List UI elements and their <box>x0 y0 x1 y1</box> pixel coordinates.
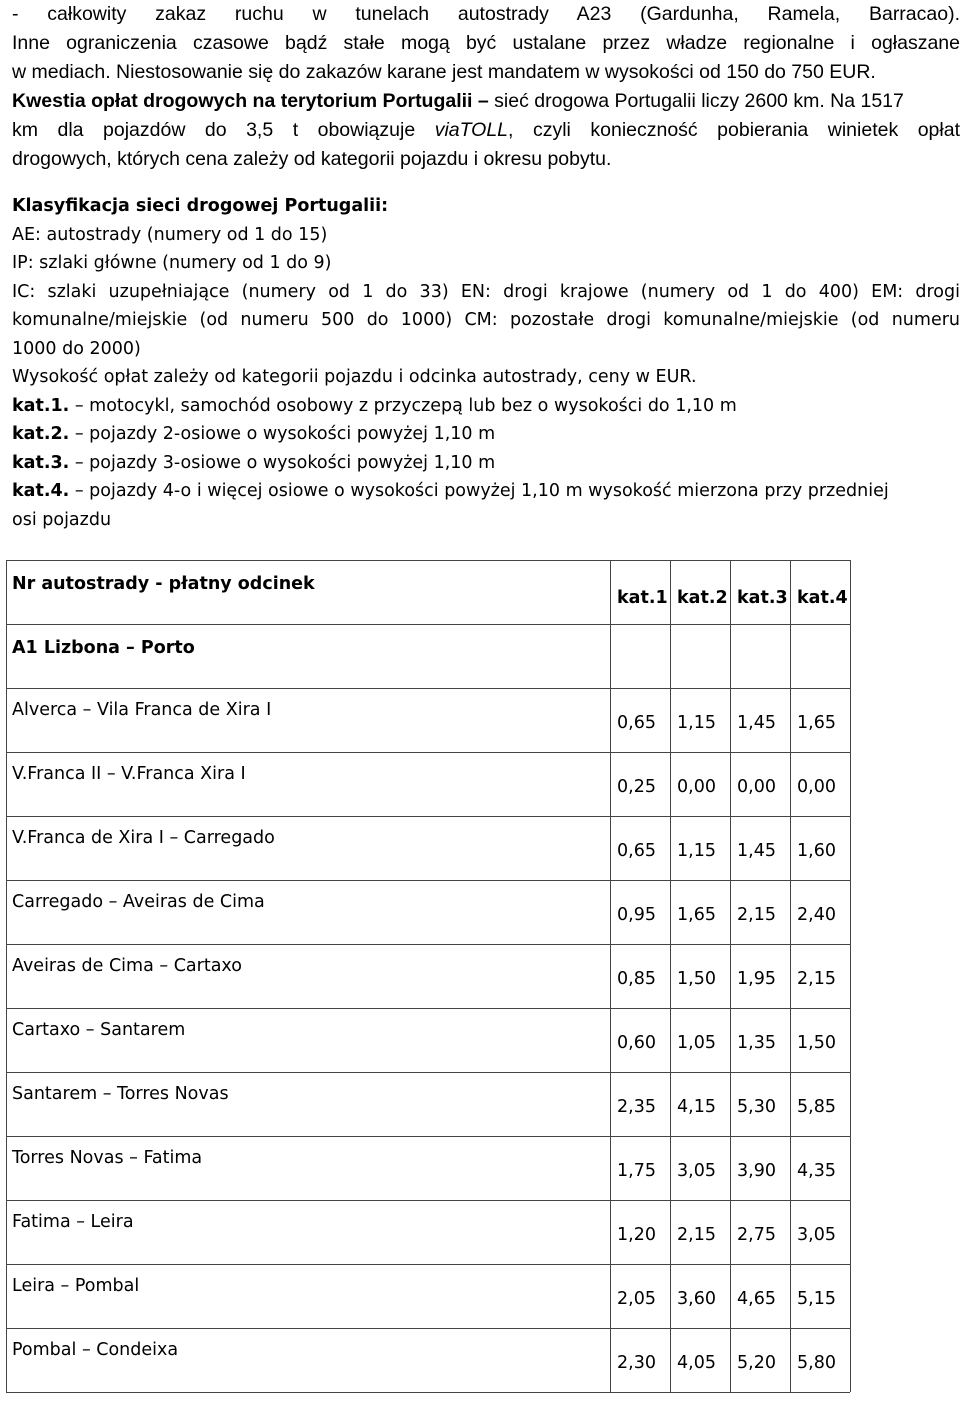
table-cell-value: 0,00 <box>797 777 836 797</box>
table-cell-value: 4,65 <box>737 1289 776 1309</box>
table-section-title: A1 Lizbona – Porto <box>12 638 195 658</box>
toll-text-a: km dla pojazdów do 3,5 t obowiązuje <box>12 119 435 141</box>
intro-line-3: w mediach. Niestosowanie się do zakazów karane jest mandatem w wysokości od 150 do 750 EUR. <box>12 61 876 83</box>
table-col-rule <box>850 560 851 1392</box>
intro-line-2: Inne ograniczenia czasowe bądź stałe mogą być ustalane przez władze regionalne i ogłaszane <box>12 32 960 54</box>
table-cell-value: 1,65 <box>797 713 836 733</box>
category-text: – motocykl, samochód osobowy z przyczepą lub bez o wysokości do 1,10 m <box>69 395 737 416</box>
table-rule <box>6 1136 850 1137</box>
table-cell-value: 5,30 <box>737 1097 776 1117</box>
table-cell-value: 1,45 <box>737 841 776 861</box>
viatoll-term: viaTOLL <box>434 119 509 141</box>
class-ip: IP: szlaki główne (numery od 1 do 9) <box>12 253 332 273</box>
table-col-rule <box>730 560 731 1392</box>
category-label: kat.2. <box>12 424 70 444</box>
category-4-cont: osi pojazdu <box>12 509 112 530</box>
table-cell-value: 0,65 <box>617 713 656 733</box>
table-row-segment: Fatima – Leira <box>12 1212 134 1232</box>
table-cell-value: 0,25 <box>617 777 656 797</box>
category-text: – pojazdy 3-osiowe o wysokości powyżej 1,10 m <box>69 452 496 473</box>
category-label: kat.1. <box>12 395 70 416</box>
table-row-segment: Leira – Pombal <box>12 1276 140 1296</box>
intro-line-6: drogowych, których cena zależy od kategorii pojazdu i okresu pobytu. <box>12 148 612 170</box>
table-col-header: kat.1 <box>617 588 668 608</box>
table-col-header: kat.2 <box>677 588 728 608</box>
table-cell-value: 1,75 <box>617 1161 656 1181</box>
table-cell-value: 0,65 <box>617 841 656 861</box>
table-col-rule <box>6 560 7 1392</box>
table-cell-value: 5,85 <box>797 1097 836 1117</box>
table-rule <box>6 688 850 689</box>
category-text: – pojazdy 4-o i więcej osiowe o wysokości powyżej 1,10 m wysokość mierzona przy przedniej <box>69 481 889 501</box>
table-row-segment: Pombal – Condeixa <box>12 1340 179 1360</box>
table-rule <box>6 1392 850 1393</box>
classification-heading: Klasyfikacja sieci drogowej Portugalii: <box>12 196 389 216</box>
table-col-header: kat.4 <box>797 588 848 608</box>
table-row-segment: Santarem – Torres Novas <box>12 1084 229 1104</box>
table-row-segment: V.Franca de Xira I – Carregado <box>12 828 275 848</box>
table-cell-value: 1,65 <box>677 905 716 925</box>
table-cell-value: 1,50 <box>677 969 716 989</box>
table-row-segment: Alverca – Vila Franca de Xira I <box>12 700 272 720</box>
table-cell-value: 1,60 <box>797 841 836 861</box>
table-row-segment: V.Franca II – V.Franca Xira I <box>12 764 246 784</box>
table-rule <box>6 1200 850 1201</box>
table-rule <box>6 752 850 753</box>
table-row-segment: Carregado – Aveiras de Cima <box>12 892 265 912</box>
class-cm: 1000 do 2000) <box>12 338 141 359</box>
table-rule <box>6 1072 850 1073</box>
table-cell-value: 0,95 <box>617 905 656 925</box>
table-cell-value: 1,15 <box>677 841 716 861</box>
toll-heading: Kwestia opłat drogowych na terytorium Portugalii – <box>12 90 489 112</box>
table-rule <box>6 1264 850 1265</box>
table-cell-value: 0,85 <box>617 969 656 989</box>
table-row-segment: Aveiras de Cima – Cartaxo <box>12 956 242 976</box>
table-cell-value: 1,95 <box>737 969 776 989</box>
table-cell-value: 2,35 <box>617 1097 656 1117</box>
table-cell-value: 1,15 <box>677 713 716 733</box>
table-rule <box>6 560 850 561</box>
table-rule <box>6 1008 850 1009</box>
table-cell-value: 4,35 <box>797 1161 836 1181</box>
table-cell-value: 1,35 <box>737 1033 776 1053</box>
table-cell-value: 0,60 <box>617 1033 656 1053</box>
table-cell-value: 0,00 <box>737 777 776 797</box>
category-label: kat.4. <box>12 481 70 501</box>
table-cell-value: 1,45 <box>737 713 776 733</box>
table-cell-value: 3,60 <box>677 1289 716 1309</box>
table-cell-value: 3,05 <box>677 1161 716 1181</box>
table-row-segment: Torres Novas – Fatima <box>12 1148 203 1168</box>
table-row-segment: Cartaxo – Santarem <box>12 1020 186 1040</box>
table-cell-value: 2,05 <box>617 1289 656 1309</box>
toll-text: sieć drogowa Portugalii liczy 2600 km. Na 1517 <box>488 90 904 112</box>
category-label: kat.3. <box>12 452 70 473</box>
table-cell-value: 1,50 <box>797 1033 836 1053</box>
table-rule <box>6 880 850 881</box>
table-cell-value: 4,05 <box>677 1353 716 1373</box>
table-cell-value: 0,00 <box>677 777 716 797</box>
table-col-rule <box>670 560 671 1392</box>
table-rule <box>6 624 850 625</box>
table-cell-value: 2,40 <box>797 905 836 925</box>
table-rule <box>6 816 850 817</box>
table-col-header: kat.3 <box>737 588 788 608</box>
table-cell-value: 3,90 <box>737 1161 776 1181</box>
class-ic: IC: szlaki uzupełniające (numery od 1 do 33) EN: drogi krajowe (numery od 1 do 400) EM: drogi <box>12 281 960 302</box>
table-cell-value: 2,15 <box>677 1225 716 1245</box>
table-rule <box>6 944 850 945</box>
table-cell-value: 1,20 <box>617 1225 656 1245</box>
table-col-rule <box>610 560 611 1392</box>
toll-text-b: , czyli konieczność pobierania winietek opłat <box>508 119 960 141</box>
table-cell-value: 2,15 <box>737 905 776 925</box>
table-cell-value: 5,80 <box>797 1353 836 1373</box>
intro-line-1: - całkowity zakaz ruchu w tunelach autostrady A23 (Gardunha, Ramela, Barracao). <box>12 3 960 25</box>
table-header-label: Nr autostrady - płatny odcinek <box>12 574 315 594</box>
table-cell-value: 5,20 <box>737 1353 776 1373</box>
table-col-rule <box>790 560 791 1392</box>
table-cell-value: 3,05 <box>797 1225 836 1245</box>
table-cell-value: 2,30 <box>617 1353 656 1373</box>
table-rule <box>6 1328 850 1329</box>
table-cell-value: 2,75 <box>737 1225 776 1245</box>
category-text: – pojazdy 2-osiowe o wysokości powyżej 1,10 m <box>69 424 496 444</box>
table-cell-value: 1,05 <box>677 1033 716 1053</box>
table-cell-value: 5,15 <box>797 1289 836 1309</box>
table-cell-value: 4,15 <box>677 1097 716 1117</box>
fees-note: Wysokość opłat zależy od kategorii pojazdu i odcinka autostrady, ceny w EUR. <box>12 367 697 387</box>
class-em: komunalne/miejskie (od numeru 500 do 1000) CM: pozostałe drogi komunalne/miejskie (od numeru <box>12 310 960 330</box>
class-ae: AE: autostrady (numery od 1 do 15) <box>12 224 328 245</box>
table-cell-value: 2,15 <box>797 969 836 989</box>
